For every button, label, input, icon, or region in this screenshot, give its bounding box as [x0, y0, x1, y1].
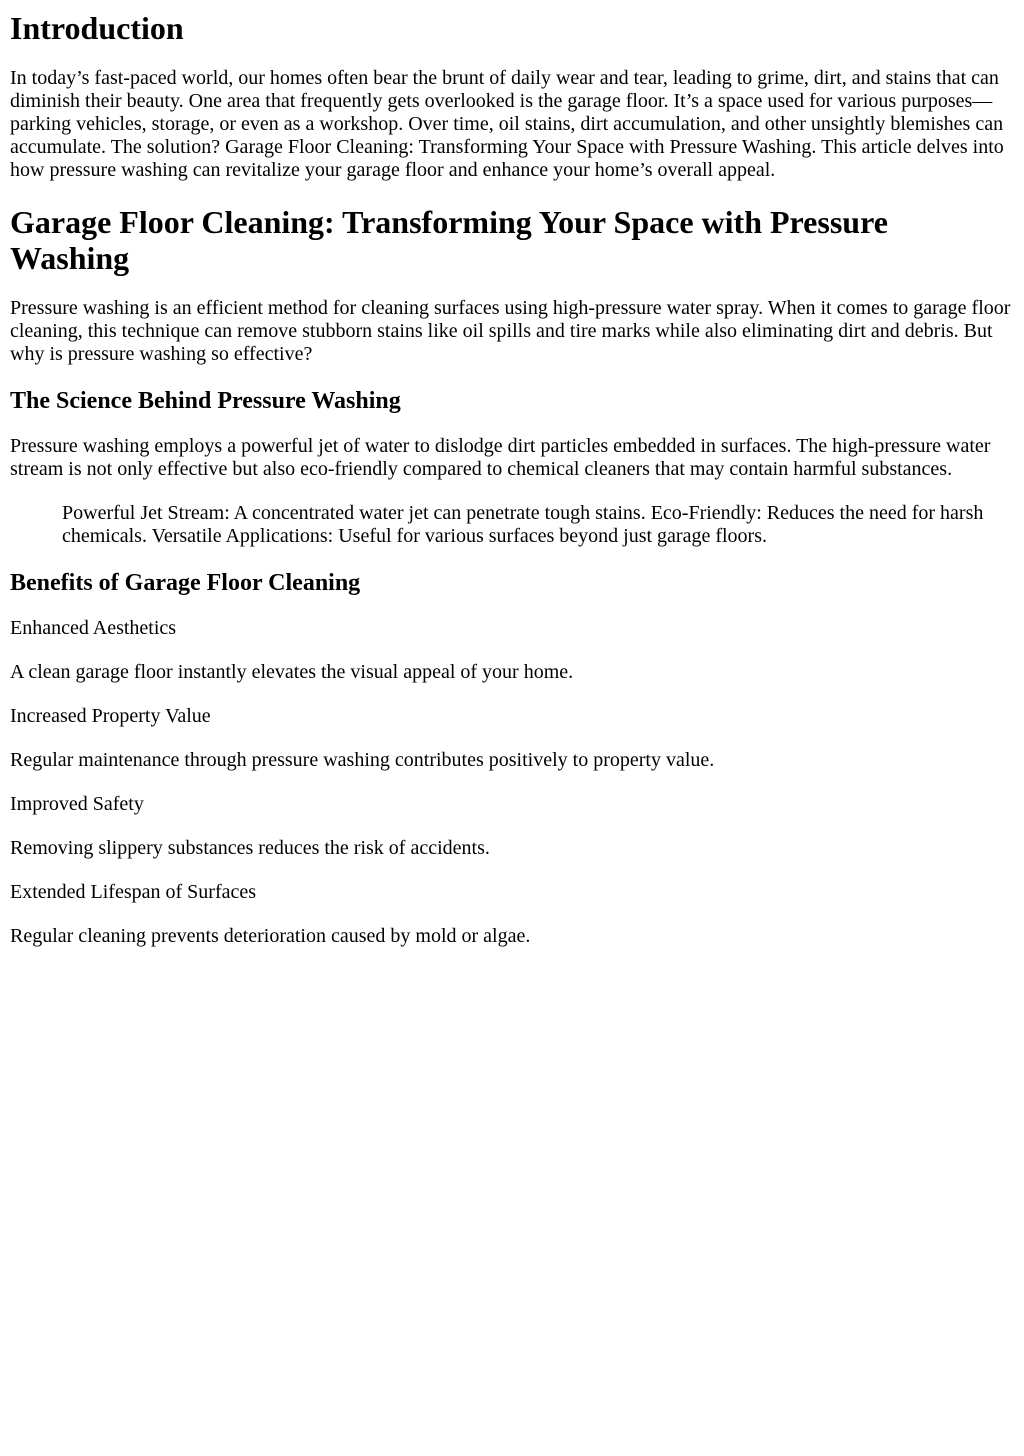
main-heading: Garage Floor Cleaning: Transforming Your Space with Pressure Washing	[10, 204, 888, 276]
intro-heading: Introduction	[10, 10, 184, 46]
benefit-title-safety: Improved Safety	[10, 793, 144, 815]
benefit-text-safety: Removing slippery substances reduces the risk of accidents.	[10, 837, 490, 859]
benefit-text-property-value: Regular maintenance through pressure washing contributes positively to property value.	[10, 749, 715, 771]
benefit-title-property-value: Increased Property Value	[10, 705, 211, 727]
science-paragraph: Pressure washing employs a powerful jet of water to dislodge dirt particles embedded in surfaces. The high-pressure water stream is not only effective but also eco-friendly compared to chemical cleaners that may contain harmful substances.	[10, 435, 991, 480]
article	[0, 10, 1024, 948]
science-heading: The Science Behind Pressure Washing	[10, 388, 401, 414]
benefits-heading: Benefits of Garage Floor Cleaning	[10, 570, 361, 596]
main-paragraph: Pressure washing is an efficient method for cleaning surfaces using high-pressure water spray. When it comes to garage floor cleaning, this technique can remove stubborn stains like oil spills and tire marks while also eliminating dirt and debris. But why is pressure washing so effective?	[10, 297, 1011, 365]
benefit-text-lifespan: Regular cleaning prevents deterioration caused by mold or algae.	[10, 925, 531, 947]
benefit-text-aesthetics: A clean garage floor instantly elevates the visual appeal of your home.	[10, 661, 574, 683]
benefit-title-lifespan: Extended Lifespan of Surfaces	[10, 881, 257, 903]
benefit-title-aesthetics: Enhanced Aesthetics	[10, 617, 177, 639]
intro-paragraph: In today’s fast-paced world, our homes often bear the brunt of daily wear and tear, leading to grime, dirt, and stains that can diminish their beauty. One area that frequently gets overlooked is the garage floor. It’s a space used for various purposes—parking vehicles, storage, or even as a workshop. Over time, oil stains, dirt accumulation, and other unsightly blemishes can accumulate. The solution? Garage Floor Cleaning: Transforming Your Space with Pressure Washing. This article delves into how pressure washing can revitalize your garage floor and enhance your home’s overall appeal.	[10, 67, 1004, 181]
science-blockquote: Powerful Jet Stream: A concentrated water jet can penetrate tough stains. Eco-Friendly: Reduces the need for harsh chemicals. Versatile Applications: Useful for various surfaces beyond just garage floors.	[62, 502, 984, 547]
